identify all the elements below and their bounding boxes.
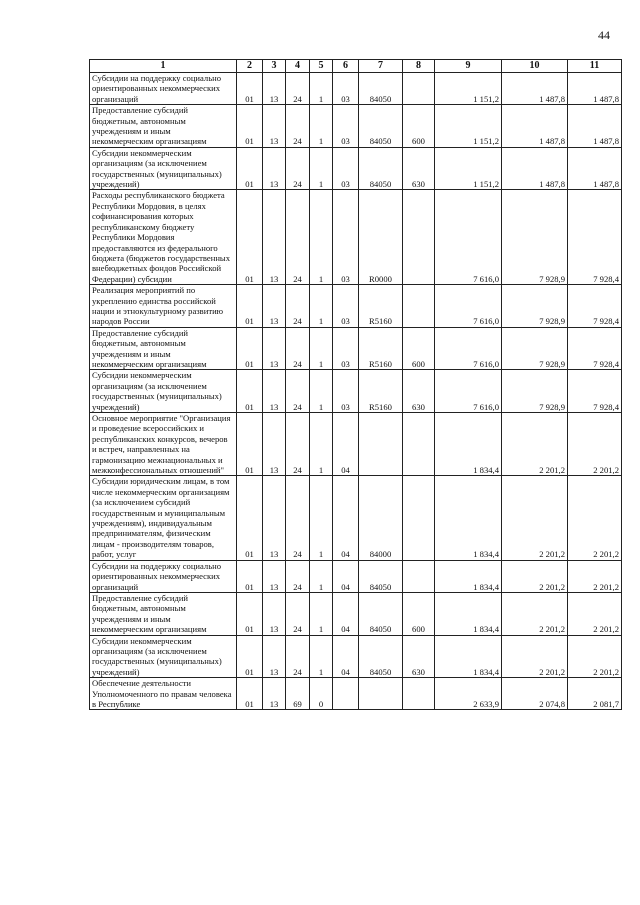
amount-year1-cell: 7 616,0 bbox=[435, 285, 502, 328]
subprogram-cell: 0 bbox=[310, 678, 333, 710]
program-cell: 24 bbox=[286, 105, 310, 148]
section-cell: 01 bbox=[237, 592, 263, 635]
subsection-cell: 13 bbox=[263, 413, 286, 476]
subsection-cell: 13 bbox=[263, 285, 286, 328]
direction-cell: R5160 bbox=[359, 285, 403, 328]
expense-type-cell bbox=[403, 73, 435, 105]
subprogram-cell: 1 bbox=[310, 285, 333, 328]
program-cell: 24 bbox=[286, 370, 310, 413]
amount-year1-cell: 7 616,0 bbox=[435, 370, 502, 413]
subsection-cell: 13 bbox=[263, 73, 286, 105]
amount-year3-cell: 1 487,8 bbox=[568, 147, 622, 190]
amount-year2-cell: 7 928,9 bbox=[502, 370, 568, 413]
section-cell: 01 bbox=[237, 285, 263, 328]
section-cell: 01 bbox=[237, 635, 263, 678]
amount-year1-cell: 1 834,4 bbox=[435, 592, 502, 635]
amount-year3-cell: 2 201,2 bbox=[568, 635, 622, 678]
amount-year1-cell: 1 834,4 bbox=[435, 476, 502, 560]
section-cell: 01 bbox=[237, 105, 263, 148]
direction-cell: R5160 bbox=[359, 327, 403, 370]
table-row bbox=[90, 327, 622, 370]
amount-year2-cell: 1 487,8 bbox=[502, 147, 568, 190]
table-row bbox=[90, 635, 622, 678]
subsection-cell: 13 bbox=[263, 190, 286, 285]
subsection-cell: 13 bbox=[263, 327, 286, 370]
expense-type-cell bbox=[403, 476, 435, 560]
direction-cell: 84050 bbox=[359, 73, 403, 105]
subsection-cell: 13 bbox=[263, 635, 286, 678]
subprogram-cell: 1 bbox=[310, 73, 333, 105]
subprogram-cell: 1 bbox=[310, 105, 333, 148]
subprogram-cell: 1 bbox=[310, 635, 333, 678]
item-name-cell: Субсидии некоммерческим организациям (за исключением государственных (муниципальных) учреждений) bbox=[90, 635, 237, 678]
activity-cell: 04 bbox=[333, 413, 359, 476]
item-name-cell: Субсидии юридическим лицам, в том числе некоммерческим организациям (за исключением субсидий государственным и муниципальным учреждениям), индивидуальным предпринимателям, физическим лицам - производителям товаров, работ, услуг bbox=[90, 476, 237, 560]
subsection-cell: 13 bbox=[263, 592, 286, 635]
expense-type-cell bbox=[403, 678, 435, 710]
program-cell: 24 bbox=[286, 147, 310, 190]
column-header: 5 bbox=[310, 60, 333, 73]
amount-year3-cell: 2 201,2 bbox=[568, 560, 622, 592]
item-name-cell: Реализация мероприятий по укреплению единства российской нации и этнокультурному развитию народов России bbox=[90, 285, 237, 328]
program-cell: 24 bbox=[286, 635, 310, 678]
item-name-cell: Субсидии на поддержку социально ориентированных некоммерческих организаций bbox=[90, 73, 237, 105]
section-cell: 01 bbox=[237, 476, 263, 560]
table-header-row bbox=[90, 60, 622, 73]
section-cell: 01 bbox=[237, 370, 263, 413]
direction-cell: 84050 bbox=[359, 105, 403, 148]
column-header: 6 bbox=[333, 60, 359, 73]
section-cell: 01 bbox=[237, 413, 263, 476]
subprogram-cell: 1 bbox=[310, 560, 333, 592]
amount-year1-cell: 1 151,2 bbox=[435, 105, 502, 148]
item-name-cell: Предоставление субсидий бюджетным, автономным учреждениям и иным некоммерческим организациям bbox=[90, 592, 237, 635]
direction-cell bbox=[359, 413, 403, 476]
amount-year1-cell: 1 834,4 bbox=[435, 413, 502, 476]
amount-year2-cell: 2 201,2 bbox=[502, 476, 568, 560]
item-name-cell: Субсидии некоммерческим организациям (за исключением государственных (муниципальных) учреждений) bbox=[90, 147, 237, 190]
direction-cell: R0000 bbox=[359, 190, 403, 285]
table-row bbox=[90, 147, 622, 190]
expense-type-cell: 630 bbox=[403, 635, 435, 678]
subprogram-cell: 1 bbox=[310, 370, 333, 413]
activity-cell: 03 bbox=[333, 73, 359, 105]
amount-year3-cell: 2 201,2 bbox=[568, 476, 622, 560]
amount-year2-cell: 1 487,8 bbox=[502, 105, 568, 148]
table-row bbox=[90, 285, 622, 328]
subprogram-cell: 1 bbox=[310, 147, 333, 190]
program-cell: 24 bbox=[286, 413, 310, 476]
direction-cell: 84000 bbox=[359, 476, 403, 560]
activity-cell: 03 bbox=[333, 285, 359, 328]
budget-table bbox=[89, 59, 622, 710]
section-cell: 01 bbox=[237, 190, 263, 285]
table-row bbox=[90, 370, 622, 413]
table-row bbox=[90, 678, 622, 710]
subprogram-cell: 1 bbox=[310, 476, 333, 560]
activity-cell: 03 bbox=[333, 327, 359, 370]
amount-year3-cell: 2 081,7 bbox=[568, 678, 622, 710]
column-header: 8 bbox=[403, 60, 435, 73]
amount-year3-cell: 7 928,4 bbox=[568, 370, 622, 413]
expense-type-cell bbox=[403, 560, 435, 592]
item-name-cell: Предоставление субсидий бюджетным, автономным учреждениям и иным некоммерческим организациям bbox=[90, 105, 237, 148]
amount-year2-cell: 2 201,2 bbox=[502, 635, 568, 678]
expense-type-cell: 600 bbox=[403, 327, 435, 370]
subsection-cell: 13 bbox=[263, 560, 286, 592]
activity-cell: 03 bbox=[333, 370, 359, 413]
activity-cell: 03 bbox=[333, 190, 359, 285]
column-header: 2 bbox=[237, 60, 263, 73]
amount-year3-cell: 7 928,4 bbox=[568, 190, 622, 285]
activity-cell: 03 bbox=[333, 105, 359, 148]
subsection-cell: 13 bbox=[263, 147, 286, 190]
expense-type-cell: 600 bbox=[403, 105, 435, 148]
item-name-cell: Основное мероприятие "Организация и проведение всероссийских и республиканских конкурсов, вечеров и встреч, направленных на гармонизацию межнациональных и межконфессиональных отношений" bbox=[90, 413, 237, 476]
column-header: 3 bbox=[263, 60, 286, 73]
column-header: 9 bbox=[435, 60, 502, 73]
table-row bbox=[90, 413, 622, 476]
activity-cell: 04 bbox=[333, 560, 359, 592]
expense-type-cell bbox=[403, 190, 435, 285]
amount-year3-cell: 2 201,2 bbox=[568, 592, 622, 635]
table-row bbox=[90, 105, 622, 148]
direction-cell: 84050 bbox=[359, 592, 403, 635]
activity-cell: 04 bbox=[333, 476, 359, 560]
subprogram-cell: 1 bbox=[310, 190, 333, 285]
page-number: 44 bbox=[598, 28, 610, 42]
section-cell: 01 bbox=[237, 73, 263, 105]
section-cell: 01 bbox=[237, 560, 263, 592]
program-cell: 24 bbox=[286, 327, 310, 370]
expense-type-cell: 600 bbox=[403, 592, 435, 635]
section-cell: 01 bbox=[237, 678, 263, 710]
amount-year2-cell: 1 487,8 bbox=[502, 73, 568, 105]
subsection-cell: 13 bbox=[263, 476, 286, 560]
amount-year1-cell: 1 151,2 bbox=[435, 73, 502, 105]
item-name-cell: Предоставление субсидий бюджетным, автономным учреждениям и иным некоммерческим организациям bbox=[90, 327, 237, 370]
amount-year3-cell: 1 487,8 bbox=[568, 105, 622, 148]
column-header: 4 bbox=[286, 60, 310, 73]
expense-type-cell bbox=[403, 285, 435, 328]
subprogram-cell: 1 bbox=[310, 327, 333, 370]
amount-year1-cell: 7 616,0 bbox=[435, 190, 502, 285]
activity-cell bbox=[333, 678, 359, 710]
program-cell: 24 bbox=[286, 190, 310, 285]
program-cell: 69 bbox=[286, 678, 310, 710]
section-cell: 01 bbox=[237, 147, 263, 190]
amount-year3-cell: 7 928,4 bbox=[568, 327, 622, 370]
amount-year2-cell: 2 201,2 bbox=[502, 413, 568, 476]
item-name-cell: Расходы республиканского бюджета Республики Мордовия, в целях софинансирования которых республиканскому бюджету Республики Мордовия предоставляются из федерального бюджета (бюджетов государственных внебюджетных фондов Российской Федерации) субсидии bbox=[90, 190, 237, 285]
subsection-cell: 13 bbox=[263, 105, 286, 148]
item-name-cell: Субсидии некоммерческим организациям (за исключением государственных (муниципальных) учреждений) bbox=[90, 370, 237, 413]
column-header: 10 bbox=[502, 60, 568, 73]
direction-cell: R5160 bbox=[359, 370, 403, 413]
amount-year3-cell: 1 487,8 bbox=[568, 73, 622, 105]
amount-year2-cell: 7 928,9 bbox=[502, 190, 568, 285]
activity-cell: 04 bbox=[333, 592, 359, 635]
amount-year1-cell: 7 616,0 bbox=[435, 327, 502, 370]
amount-year2-cell: 2 201,2 bbox=[502, 592, 568, 635]
amount-year2-cell: 2 201,2 bbox=[502, 560, 568, 592]
amount-year1-cell: 2 633,9 bbox=[435, 678, 502, 710]
expense-type-cell: 630 bbox=[403, 147, 435, 190]
direction-cell bbox=[359, 678, 403, 710]
item-name-cell: Обеспечение деятельности Уполномоченного по правам человека в Республике bbox=[90, 678, 237, 710]
table-row bbox=[90, 73, 622, 105]
amount-year3-cell: 2 201,2 bbox=[568, 413, 622, 476]
subprogram-cell: 1 bbox=[310, 413, 333, 476]
amount-year1-cell: 1 834,4 bbox=[435, 635, 502, 678]
expense-type-cell bbox=[403, 413, 435, 476]
activity-cell: 04 bbox=[333, 635, 359, 678]
amount-year1-cell: 1 834,4 bbox=[435, 560, 502, 592]
subsection-cell: 13 bbox=[263, 678, 286, 710]
column-header: 11 bbox=[568, 60, 622, 73]
amount-year2-cell: 7 928,9 bbox=[502, 327, 568, 370]
amount-year2-cell: 2 074,8 bbox=[502, 678, 568, 710]
program-cell: 24 bbox=[286, 476, 310, 560]
activity-cell: 03 bbox=[333, 147, 359, 190]
table-row bbox=[90, 592, 622, 635]
program-cell: 24 bbox=[286, 560, 310, 592]
amount-year1-cell: 1 151,2 bbox=[435, 147, 502, 190]
table-row bbox=[90, 560, 622, 592]
expense-type-cell: 630 bbox=[403, 370, 435, 413]
subsection-cell: 13 bbox=[263, 370, 286, 413]
direction-cell: 84050 bbox=[359, 635, 403, 678]
column-header: 1 bbox=[90, 60, 237, 73]
section-cell: 01 bbox=[237, 327, 263, 370]
direction-cell: 84050 bbox=[359, 147, 403, 190]
table-row bbox=[90, 476, 622, 560]
item-name-cell: Субсидии на поддержку социально ориентированных некоммерческих организаций bbox=[90, 560, 237, 592]
program-cell: 24 bbox=[286, 73, 310, 105]
direction-cell: 84050 bbox=[359, 560, 403, 592]
amount-year2-cell: 7 928,9 bbox=[502, 285, 568, 328]
column-header: 7 bbox=[359, 60, 403, 73]
amount-year3-cell: 7 928,4 bbox=[568, 285, 622, 328]
program-cell: 24 bbox=[286, 285, 310, 328]
subprogram-cell: 1 bbox=[310, 592, 333, 635]
table-row bbox=[90, 190, 622, 285]
program-cell: 24 bbox=[286, 592, 310, 635]
